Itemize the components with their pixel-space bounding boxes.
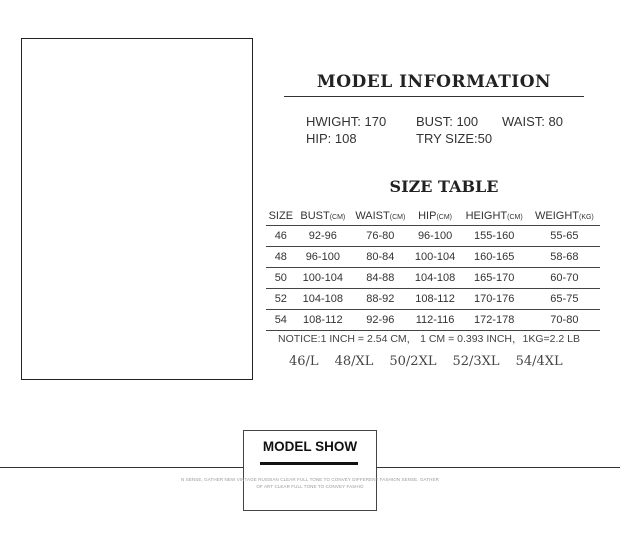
size-table-row	[266, 289, 600, 310]
size-table-cell: 170-176	[460, 289, 529, 310]
size-table-cell: 58-68	[529, 247, 600, 268]
size-table-cell: 108-112	[296, 310, 350, 331]
size-table-cell: 55-65	[529, 226, 600, 247]
model-info-row	[306, 113, 596, 130]
model-height: HWIGHT: 170	[306, 114, 387, 129]
size-table-header-cell	[350, 207, 411, 226]
size-table-cell: 104-108	[296, 289, 350, 310]
size-table-cell: 54	[266, 310, 296, 331]
header-label: WEIGHT	[534, 210, 579, 222]
size-table-row	[266, 247, 600, 268]
size-table-cell: 46	[266, 226, 296, 247]
model-show-underline	[260, 462, 358, 465]
size-table-cell: 92-96	[350, 310, 411, 331]
size-table-cell: 80-84	[350, 247, 411, 268]
size-table-cell: 96-100	[296, 247, 350, 268]
size-table-cell: 160-165	[460, 247, 529, 268]
size-table-cell: 108-112	[411, 289, 460, 310]
model-show-tagline	[175, 476, 445, 490]
size-table-header-cell	[529, 207, 600, 226]
model-photo-frame	[21, 38, 253, 380]
size-table-cell: 65-75	[529, 289, 600, 310]
header-unit: (CM)	[329, 214, 346, 221]
size-table-header-cell	[296, 207, 350, 226]
size-table-row	[266, 226, 600, 247]
letter-size: 50/2XL	[389, 354, 437, 369]
tagline-line: N SENSE, GATHER NEW VINTAGE RUSSIAN CLEAR FULL TONE TO CONVEY DIFFERENT FASHION SENSE, GATHER	[181, 477, 439, 482]
size-table-header-cell	[266, 207, 296, 226]
letter-size: 46/L	[289, 354, 319, 369]
size-table-cell: 84-88	[350, 268, 411, 289]
model-show-label: MODEL SHOW	[244, 439, 376, 458]
size-table-body	[266, 226, 600, 331]
size-table-cell: 96-100	[411, 226, 460, 247]
size-table	[266, 207, 600, 331]
header-label: SIZE	[268, 210, 294, 222]
size-table-cell: 48	[266, 247, 296, 268]
model-hip: HIP: 108	[306, 131, 357, 146]
letter-size: 52/3XL	[452, 354, 500, 369]
size-table-row	[266, 268, 600, 289]
model-information-block	[306, 113, 596, 147]
header-unit: (KG)	[578, 214, 594, 221]
size-table-cell: 100-104	[296, 268, 350, 289]
size-table-cell: 100-104	[411, 247, 460, 268]
size-table-cell: 165-170	[460, 268, 529, 289]
size-table-cell: 52	[266, 289, 296, 310]
size-table-header-cell	[411, 207, 460, 226]
header-label: HEIGHT	[465, 210, 508, 222]
size-table-header-cell	[460, 207, 529, 226]
size-table-cell: 155-160	[460, 226, 529, 247]
size-table-title: SIZE TABLE	[389, 177, 499, 196]
conversion-notice: NOTICE:1 INCH = 2.54 CM， 1 CM = 0.393 INCH，1KG=2.2 LB	[278, 333, 580, 345]
size-table-row	[266, 310, 600, 331]
tagline-line: OF ART CLEAR FULL TONE TO CONVEY FASHIO	[256, 484, 364, 489]
size-table-cell: 92-96	[296, 226, 350, 247]
model-try-size: TRY SIZE:50	[416, 131, 493, 146]
header-unit: (CM)	[436, 214, 453, 221]
header-label: WAIST	[355, 210, 390, 222]
size-table-cell: 70-80	[529, 310, 600, 331]
size-table-header-row	[266, 207, 600, 226]
size-table-cell: 88-92	[350, 289, 411, 310]
header-unit: (CM)	[389, 214, 406, 221]
model-information-title: MODEL INFORMATION	[316, 72, 552, 92]
model-information-divider	[284, 96, 584, 97]
header-label: HIP	[418, 210, 437, 222]
size-table-cell: 60-70	[529, 268, 600, 289]
size-table-cell: 112-116	[411, 310, 460, 331]
letter-size-list	[289, 354, 609, 369]
header-label: BUST	[300, 210, 330, 222]
letter-size: 48/XL	[334, 354, 374, 369]
model-bust: BUST: 100	[416, 114, 479, 129]
model-waist: WAIST: 80	[502, 114, 563, 129]
size-table-cell: 104-108	[411, 268, 460, 289]
model-info-row	[306, 130, 596, 147]
size-table-cell: 76-80	[350, 226, 411, 247]
size-table-cell: 50	[266, 268, 296, 289]
header-unit: (CM)	[507, 214, 523, 221]
size-table-cell: 172-178	[460, 310, 529, 331]
letter-size: 54/4XL	[515, 354, 563, 369]
